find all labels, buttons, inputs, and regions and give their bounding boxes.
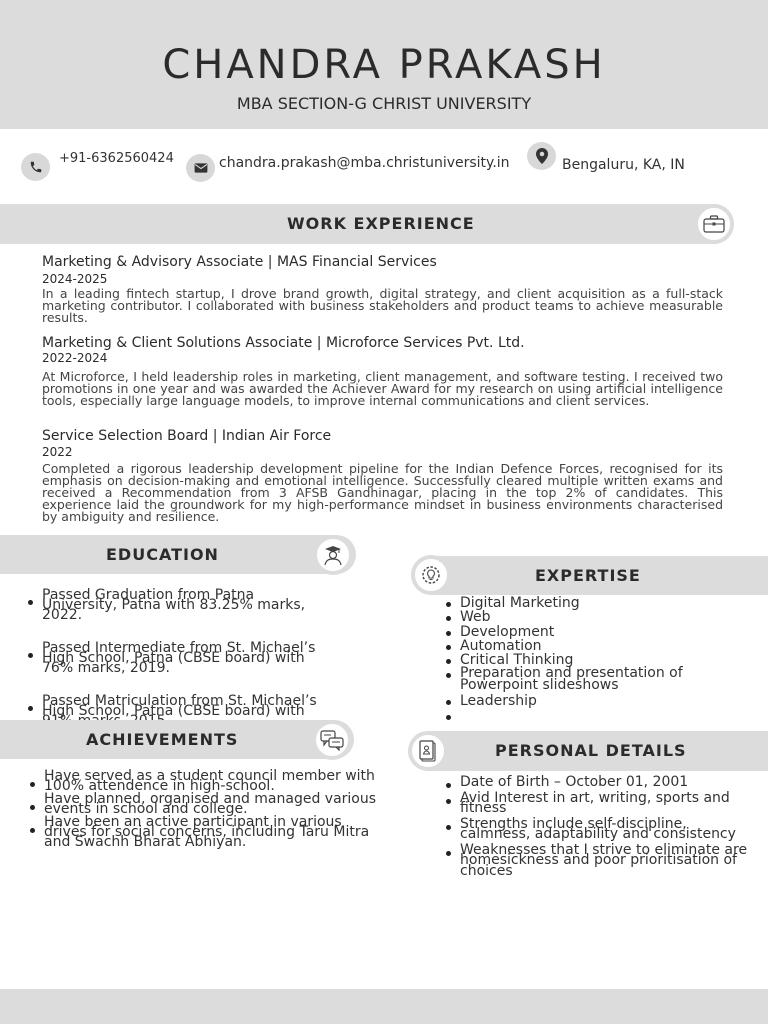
contact-phone[interactable]: +91-6362560424 bbox=[59, 151, 174, 166]
list-item: Passed Intermediate from St. Michael’s High School, Patna (CBSE board) with 76% marks, 2019. bbox=[0, 643, 320, 673]
phone-icon bbox=[21, 153, 50, 181]
job-title: Marketing & Client Solutions Associate | Microforce Services Pvt. Ltd. bbox=[42, 335, 525, 351]
list-item: Digital Marketing bbox=[0, 596, 752, 610]
job-description: In a leading fintech startup, I drove brand growth, digital strategy, and client acquisition as a full-stack marketing contributor. I collaborated with business stakeholders and product teams to achieve measurable results. bbox=[42, 286, 723, 325]
contact-email[interactable]: chandra.prakash@mba.christuniversity.in bbox=[219, 155, 510, 171]
list-item: Critical Thinking bbox=[0, 653, 752, 667]
list-item: Passed Graduation from Patna University, Patna with 83.25% marks, 2022. bbox=[0, 590, 320, 620]
list-item: Avid Interest in art, writing, sports and fitness bbox=[0, 793, 752, 814]
list-item: Passed Matriculation from St. Michael’s High School, Patna (CBSE board) with bbox=[0, 696, 320, 726]
list-item: Web bbox=[0, 610, 752, 624]
job-description: Completed a rigorous leadership development pipeline for the Indian Defence Forces, recognised for its emphasis on decision-making and emotional intelligence. Successfully cleared multiple written exams and received a Recommendation from 3 AFSB Gandhinagar, placing in the top 2% of candidates. This experience laid the groundwork for my high-performance mindset in business environments characterised by ambiguity and resilience. bbox=[42, 461, 723, 524]
footer-bar bbox=[0, 989, 768, 1024]
chat-bubbles-icon bbox=[312, 720, 352, 760]
job-years: 2022-2024 bbox=[42, 351, 108, 365]
list-item: Development bbox=[0, 625, 752, 639]
id-document-icon bbox=[408, 731, 448, 771]
personal-details-list bbox=[0, 774, 752, 881]
expertise-list bbox=[0, 596, 752, 723]
education-title: EDUCATION bbox=[106, 545, 219, 564]
list-item: Have been an active participant in various drives for social concerns, including Taru Mitra and Swachh Bharat Abhiyan. bbox=[0, 817, 380, 847]
list-item: Strengths include self-discipline, calmness, adaptability and consistency bbox=[0, 819, 752, 840]
header-banner bbox=[0, 0, 768, 129]
work-experience-title: WORK EXPERIENCE bbox=[287, 214, 475, 233]
job-title: Service Selection Board | Indian Air Force bbox=[42, 428, 332, 444]
location-pin-icon bbox=[527, 142, 556, 170]
graduate-icon bbox=[313, 535, 353, 575]
list-item: Automation bbox=[0, 639, 752, 653]
candidate-name: CHANDRA PRAKASH bbox=[162, 42, 606, 88]
list-item: Date of Birth – October 01, 2001 bbox=[0, 777, 752, 788]
list-item: Have served as a student council member with 100% attendence in high-school. bbox=[0, 771, 380, 791]
expertise-title: EXPERTISE bbox=[535, 566, 641, 585]
contact-location: Bengaluru, KA, IN bbox=[562, 157, 685, 173]
personal-details-title: PERSONAL DETAILS bbox=[495, 741, 687, 760]
job-description: At Microforce, I held leadership roles in marketing, client management, and software testing. I received two promotions in one year and was awarded the Achiever Award for my research on using artificial intelligence tools, especially large language models, to improve internal communications and client services. bbox=[42, 369, 723, 408]
briefcase-icon bbox=[694, 204, 734, 244]
candidate-subtitle: MBA SECTION-G CHRIST UNIVERSITY bbox=[236, 94, 532, 113]
achievements-title: ACHIEVEMENTS bbox=[86, 730, 239, 749]
list-item: Weaknesses that I strive to eliminate are homesickness and poor prioritisation of choices bbox=[0, 845, 752, 877]
list-item: Leadership bbox=[0, 694, 752, 708]
list-item bbox=[0, 709, 752, 723]
mail-icon bbox=[186, 154, 215, 182]
list-item: Have planned, organised and managed various events in school and college. bbox=[0, 794, 380, 814]
job-years: 2022 bbox=[42, 445, 73, 459]
job-years: 2024-2025 bbox=[42, 272, 108, 286]
lightbulb-gear-icon bbox=[411, 555, 451, 595]
list-item: Preparation and presentation of Powerpoint slideshows bbox=[0, 667, 752, 691]
job-title: Marketing & Advisory Associate | MAS Financial Services bbox=[42, 254, 437, 270]
